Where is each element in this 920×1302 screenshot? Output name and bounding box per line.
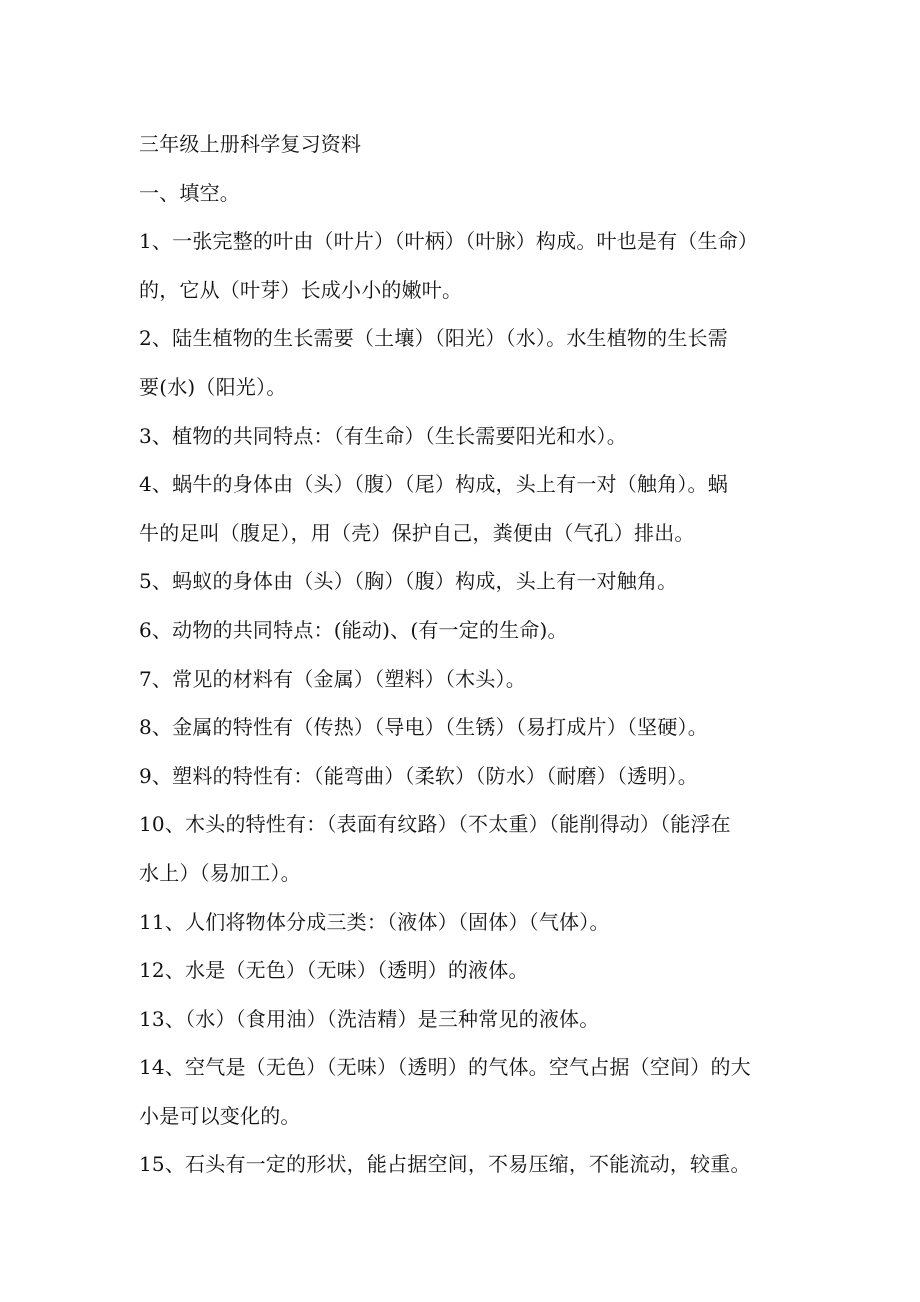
text-line: 10、木头的特性有：（表面有纹路）（不太重）（能削得动）（能浮在 [139,812,731,837]
text-line: 4、蜗牛的身体由（头）（腹）（尾）构成，头上有一对（触角）。蜗 [139,472,728,497]
text-line: 水上）（易加工）。 [139,860,301,885]
section-heading: 一、填空。 [139,180,240,205]
text-line: 8、金属的特性有（传热）（导电）（生锈）（易打成片）（坚硬）。 [139,715,708,740]
text-line: 牛的足叫（腹足），用（壳）保护自己，粪便由（气孔）排出。 [139,520,695,545]
text-line: 7、常见的材料有（金属）（塑料）（木头）。 [139,666,526,691]
text-line: 12、水是（无色）（无味）（透明）的液体。 [139,958,529,983]
text-line: 要(水)（阳光）。 [139,374,287,399]
text-line: 15、石头有一定的形状，能占据空间，不易压缩，不能流动，较重。 [139,1152,751,1177]
text-line: 的，它从（叶芽）长成小小的嫩叶。 [139,277,463,302]
text-line: 14、空气是（无色）（无味）（透明）的气体。空气占据（空间）的大 [139,1055,751,1080]
document-body [139,120,789,1189]
text-line: 1、一张完整的叶由（叶片）（叶柄）（叶脉）构成。叶也是有（生命） [139,229,759,254]
text-line: 2、陆生植物的生长需要（土壤）（阳光）（水）。水生植物的生长需 [139,326,728,351]
text-line: 小是可以变化的。 [139,1103,301,1128]
text-line: 3、植物的共同特点：（有生命）（生长需要阳光和水）。 [139,423,627,448]
text-line: 11、人们将物体分成三类：（液体）（固体）（气体）。 [139,909,610,934]
text-line: 6、动物的共同特点：(能动)、(有一定的生命)。 [139,617,568,642]
document-title: 三年级上册科学复习资料 [139,132,362,156]
text-line: 9、塑料的特性有：（能弯曲）（柔软）（防水）（耐磨）（透明）。 [139,763,698,788]
text-line: 5、蚂蚁的身体由（头）（胸）（腹）构成，头上有一对触角。 [139,569,678,594]
text-line: 13、（水）（食用油）（洗洁精）是三种常见的液体。 [139,1006,600,1031]
